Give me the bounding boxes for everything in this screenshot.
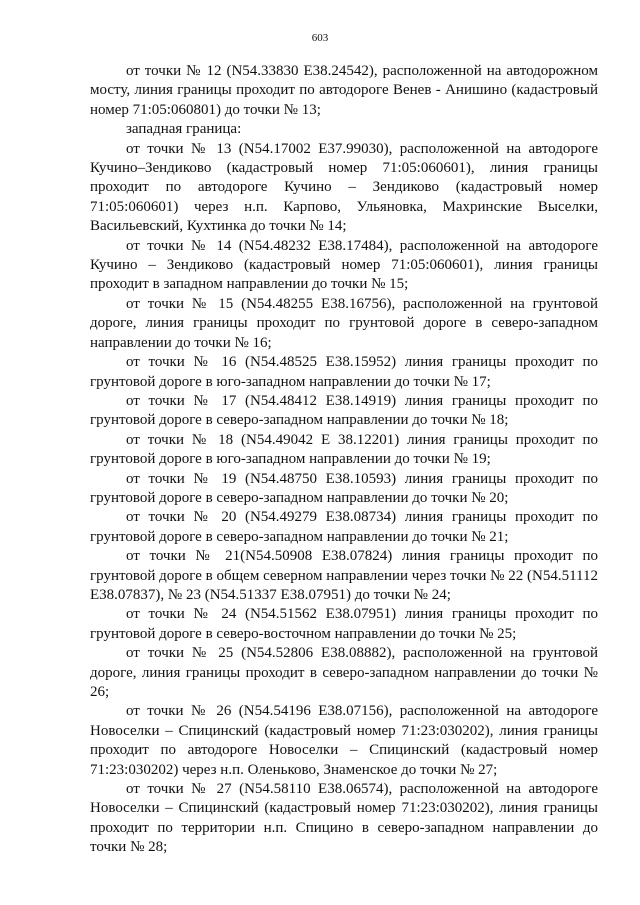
paragraph-13: от точки № 25 (N54.52806 E38.08882), расположенной на грунтовой дороге, линия границы проходит в северо-западном направлении до точки № 26; [90, 645, 598, 700]
paragraph-2: западная граница: [126, 121, 242, 138]
paragraph-9: от точки № 19 (N54.48750 E38.10593) линия границы проходит по грунтовой дороге в северо-западном направлении до точки № 20; [90, 470, 598, 506]
paragraph-3: от точки № 13 (N54.17002 E37.99030), расположенной на автодороге Кучино–Зендиково (кадастровый номер 71:05:060601), линия границы проходит по автодороге Кучино – Зендиково (кадастровый номер 71:05:060601) через н.п. Карпово, Ульяновка, Махринские Выселки, Васильевский, Кухтинка до точки № 14; [90, 140, 598, 235]
page-body [90, 62, 598, 858]
paragraph-14: от точки № 26 (N54.54196 E38.07156), расположенной на автодороге Новоселки – Спицинский (кадастровый номер 71:23:030202), линия границы проходит по автодороге Новоселки – Спицинский (кадастровый номер 71:23:030202) через н.п. Оленьково, Знаменское до точки № 27; [90, 703, 598, 778]
page-number: 603 [311, 32, 329, 44]
paragraph-10: от точки № 20 (N54.49279 E38.08734) линия границы проходит по грунтовой дороге в северо-западном направлении до точки № 21; [90, 509, 598, 545]
paragraph-4: от точки № 14 (N54.48232 E38.17484), расположенной на автодороге Кучино – Зендиково (кадастровый номер 71:05:060601), линия границы проходит в западном направлении до точки № 15; [90, 237, 598, 293]
paragraph-6: от точки № 16 (N54.48525 E38.15952) линия границы проходит по грунтовой дороге в юго-западном направлении до точки № 17; [90, 354, 598, 390]
paragraph-7: от точки № 17 (N54.48412 E38.14919) линия границы проходит по грунтовой дороге в северо-западном направлении до точки № 18; [90, 392, 598, 429]
paragraph-8: от точки № 18 (N54.49042 E 38.12201) линия границы проходит по грунтовой дороге в юго-западном направлении до точки № 19; [90, 431, 598, 468]
paragraph-11: от точки № 21(N54.50908 E38.07824) линия границы проходит по грунтовой дороге в общем северном направлении через точки № 22 (N54.51112 E38.07837), № 23 (N54.51337 E38.07951) до точки № 24; [90, 548, 598, 603]
paragraph-5: от точки № 15 (N54.48255 E38.16756), расположенной на грунтовой дороге, линия границы проходит по грунтовой дороге в северо-западном направлении до точки № 16; [90, 295, 598, 351]
paragraph-1: от точки № 12 (N54.33830 E38.24542), расположенной на автодорожном мосту, линия границы проходит по автодороге Венев - Анишино (кадастровый номер 71:05:060801) до точки № 13; [90, 63, 598, 118]
paragraph-12: от точки № 24 (N54.51562 E38.07951) линия границы проходит по грунтовой дороге в северо-восточном направлении до точки № 25; [90, 606, 598, 642]
paragraph-15: от точки № 27 (N54.58110 E38.06574), расположенной на автодороге Новоселки – Спицинский (кадастровый номер 71:23:030202), линия границы проходит по территории н.п. Спицино в северо-западном направлении до точки № 28; [90, 781, 598, 856]
